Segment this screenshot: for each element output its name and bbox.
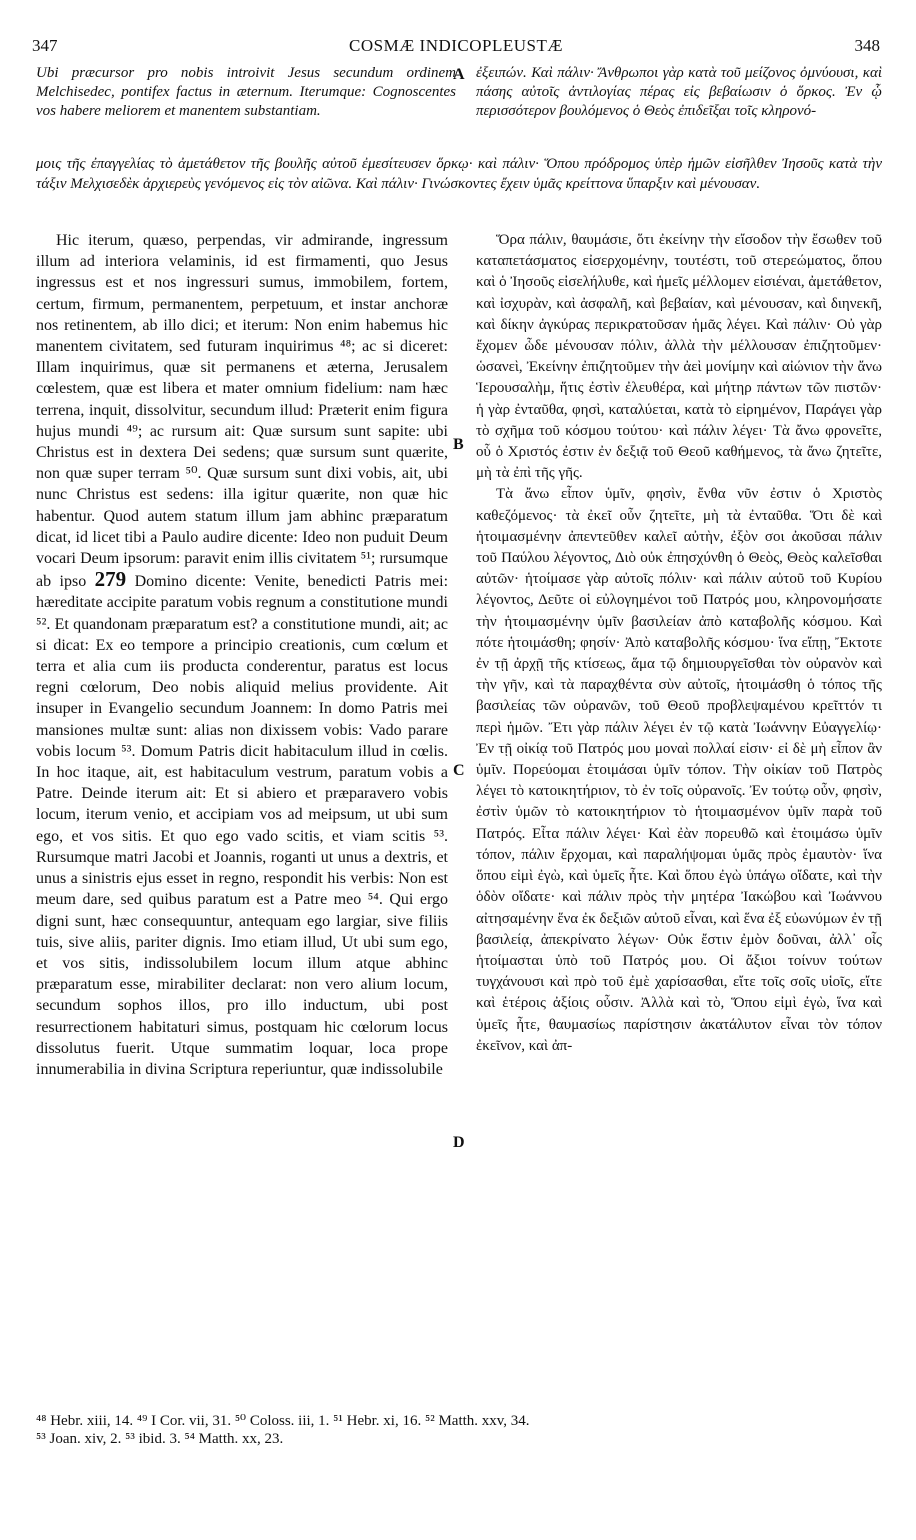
footnote-line-1: ⁴⁸ Hebr. xiii, 14. ⁴⁹ I Cor. vii, 31. ⁵⁰ Coloss. iii, 1. ⁵¹ Hebr. xi, 16. ⁵² Matth. xxv, 34. [36,1413,530,1429]
page-marker-279: 279 [94,567,127,592]
greek-scripture-quote: ἐξειπών. Καὶ πάλιν· Ἄνθρωποι γὰρ κατὰ τοῦ μείζονος ὀμνύουσι, καὶ πάσης αὐτοῖς ἀντιλογίας πέρας εἰς βεβαίωσιν ὁ ὅρκος. Ἐν ᾧ περισσότερον βουλόμενος ὁ Θεὸς ἐπιδεῖξαι τοῖς κληρονό- [476,65,882,119]
left-page-number: 347 [32,36,58,55]
margin-marker-c: C [453,762,465,779]
margin-marker-a: A [453,66,465,83]
right-page-number: 348 [854,36,880,55]
latin-text-part-1: Hic iterum, quæso, perpendas, vir admirande, ingressum illum ad interiora velaminis, id est firmamenti, quo Jesus ingressus est et nos ingressuri sumus, immobilem, fortem, certum, firmum, permanentem, perpetuum, et instar anchoræ nos retinentem, ab illo dici; et iterum: Non enim habemus hic manentem civitatem, sed futuram inquirimus ⁴⁸; ac si diceret: Illam inquirimus, quæ sit permanens et æterna, Jerusalem cœlestem, quæ est libera et mater omnium fidelium: nam hæc terrena, inquit, dissolvitur, secundum illud: Præterit enim figura hujus mundi ⁴⁹; ac rursum ait: Quæ sursum sunt sapite: ubi Christus est in dextera Dei sedens; quæ sursum sunt quærite, non quæ super terram ⁵⁰. Quæ sursum sunt dixi vobis, ait, ubi nunc Christus est sedens: illa igitur quærite, non quæ hic habentur. Quod autem statum illum jam abhinc præparatum dicat, id licet tibi a Paulo audire dicente: Ideo non puduit Deum vocari Deum ipsorum: paravit enim illis civitatem ⁵¹; rursumque ab ipso [36,232,448,591]
footnotes [36,1412,882,1448]
greek-scripture-quote-continued: μοις τῆς ἐπαγγελίας τὸ ἀμετάθετον τῆς βουλῆς αὐτοῦ ἐμεσίτευσεν ὅρκῳ· καὶ πάλιν· Ὅπου πρόδρομος ὑπὲρ ἡμῶν εἰσῆλθεν Ἰησοῦς κατὰ τὴν τάξιν Μελχισεδὲκ ἀρχιερεὺς γενόμενος εἰς τὸν αἰῶνα. Καὶ πάλιν· Γινώσκοντες ἔχειν ὑμᾶς κρείττονα ὕπαρξιν καὶ μένουσαν. [36,156,882,192]
latin-paragraph [36,230,448,1080]
greek-paragraph-2: Τὰ ἄνω εἶπον ὑμῖν, φησὶν, ἔνθα νῦν ἐστιν ὁ Χριστὸς καθεζόμενος· τὰ ἐκεῖ οὖν ζητεῖτε, μὴ τὰ ἐνταῦθα. Ὅτι δὲ καὶ ἡτοιμασμένην ἀπεντεῦθεν καλεῖ αὐτὴν, ἐξὸν σοι ἀκοῦσαι πάλιν τοῦ Παύλου λέγοντος, Διὸ οὐκ ἐπησχύνθη ὁ Θεὸς, Θεὸς καλεῖσθαι αὐτῶν· ἡτοίμασε γὰρ αὐτοῖς πόλιν· καὶ πάλιν αὐτοῦ τοῦ Κυρίου λέγοντος, Δεῦτε οἱ εὐλογημένοι τοῦ Πατρός μου, κληρονομήσατε τὴν ἡτοιμασμένην ὑμῖν βασιλείαν ἀπὸ καταβολῆς κόσμου. Καὶ πότε ἡτοιμάσθη; φησίν· Ἀπὸ καταβολῆς κόσμου· ἵνα εἴπῃ, Ἔκτοτε ἐν τῇ ἀρχῇ τῆς κτίσεως, ἅμα τῷ δημιουργεῖσθαι τὸν οὐρανὸν καὶ τὴν γῆν, καὶ τὰ παραχθέντα σὺν αὐτοῖς, ἡτοιμάσθη ὁ τόπος τῆς βασιλείας τῶν οὐρανῶν, τοῦ Θεοῦ προβλεψαμένου κρεῖττόν τι περὶ ἡμῶν. Ἔτι γὰρ πάλιν λέγει ἐν τῷ κατὰ Ἰωάννην Εὐαγγελίῳ· Ἐν τῇ οἰκίᾳ τοῦ Πατρός μου μοναὶ πολλαί εἰσιν· εἰ δὲ μὴ εἶπον ἂν ὑμῖν. Πορεύομαι ἑτοιμάσαι ὑμῖν τόπον. Τὴν οἰκίαν τοῦ Πατρὸς λέγει τὸ κατοικητήριον, τὸ ἐν τοῖς οὐρανοῖς. Ἐν τούτῳ οὖν, φησὶν, ἐστὶν ὑμῶν τὸ κατοικητήριον τὸ ἡτοιμασμένον ὑμῖν παρὰ τοῦ Πατρός. Εἶτα πάλιν λέγει· Καὶ ἐὰν πορευθῶ καὶ ἑτοιμάσω ὑμῖν τόπον, πάλιν ἔρχομαι, καὶ παραλήψομαι ὑμᾶς πρὸς ἐμαυτὸν· ἵνα ὅπου εἰμὶ ἐγὼ, καὶ ὑμεῖς ἦτε. Καὶ ὅπου ἐγὼ ὑπάγω οἴδατε, καὶ τὴν ὁδὸν οἴδατε· καὶ πάλιν πρὸς τὴν μητέρα Ἰακώβου καὶ Ἰωάννου αἰτησαμένην ἕνα ἐκ δεξιῶν αὐτοῦ εἶναι, καὶ ἕνα ἐξ εὐωνύμων ἐν τῇ βασιλείᾳ, ἀπεκρίνατο λέγων· Οὐκ ἔστιν ἐμὸν δοῦναι, ἀλλ᾽ οἷς ἡτοίμασται ὑπὸ τοῦ Πατρός μου. Οἱ ἄξιοι τοίνυν τούτων τυγχάνουσι καὶ πρὸ τοῦ ἐμὲ χαρίσασθαι, εἴτε τοῖς σοῖς υἱοῖς, εἴτε καὶ ἑτέροις ἀξίοις οὖσιν. Ἀλλὰ καὶ τὸ, Ὅπου εἰμὶ ἐγὼ, ἵνα καὶ ὑμεῖς ἦτε, θαυμασίως παρίστησιν ἀκατάλυτον εἶναι τὸν τόπον ἐκεῖνον, καὶ ἀπ- [476,486,882,1054]
latin-column [36,230,448,1080]
latin-text-part-2: Domino dicente: Venite, benedicti Patris mei: hæreditate accipite paratum vobis regnum a constitutione mundi ⁵². Et quandonam præparatum est? a constitutione mundi, ait; ac si dicat: Ex eo tempore a principio creationis, cum cœlum et terra et alia cum iis producta conderentur, paratus est locus regni cœlorum, Deo nobis aliquid melius providente. Ait insuper in Evangelio secundum Joannem: In domo Patris mei mansiones multæ sunt: alias non dixissem vobis: Vado parare vobis locum ⁵³. Domum Patris dicit habitaculum illud in cœlis. In hoc itaque, ait, est habitaculum vestrum, paratum vobis a Patre. Deinde iterum ait: Et si abiero et præparavero vobis locum, iterum venio, et accipiam vos ad meipsum, ut ubi sum ego, et vos sitis. Et quo ego vado scitis, et viam scitis ⁵³. Rursumque matri Jacobi et Joannis, roganti ut unus a dextris, et unus a sinistris ejus esset in regno, respondit his verbis: Non est meum dare, sed quibus paratum est a Patre meo ⁵⁴. Qui ergo digni sunt, hæc consequuntur, antequam ego largiar, sive filiis tuis, sive aliis, pariter dignis. Imo etiam illud, Ut ubi sum ego, et vos sitis, indissolubilem locum illum atque abhinc præparatum esse, mirabiliter declarat: non vero alium locum, secundum sophos illos, pro illo inductum, ubi post resurrectionem habitaturi simus, postquam hic cœlorum locus dissolutus fuerit. Utque summatim loquar, loca prope innumerabilia in divina Scriptura reperiuntur, quæ indissolubile [36,573,449,1078]
page-header [32,36,880,64]
greek-paragraph-1: Ὅρα πάλιν, θαυμάσιε, ὅτι ἐκείνην τὴν εἴσοδον τὴν ἔσωθεν τοῦ καταπετάσματος εἰσερχομένην, τουτέστι, τοῦ στερεώματος, ὅπου καὶ ὁ Ἰησοῦς εἰσελήλυθε, καὶ ἡμεῖς μέλλομεν εἰσιέναι, ἀμετάθετον, καὶ ἰσχυρὰν, καὶ ἀσφαλῆ, καὶ βεβαίαν, καὶ μένουσαν, καὶ διηνεκῆ, καὶ δίκην ἀγκύρας περικρατοῦσαν ἡμᾶς λέγει. Καὶ πάλιν· Οὐ γὰρ ἔχομεν ὧδε μένουσαν πόλιν, ἀλλὰ τὴν μέλλουσαν ἐπιζητοῦμεν· ὡσανεὶ, Ἐκείνην ἐπιζητοῦμεν τὴν ἀεὶ μονίμην καὶ αἰώνιον τὴν ἄνω Ἱερουσαλὴμ, ἥτις ἐστὶν ἐλευθέρα, καὶ μήτηρ πάντων τῶν πιστῶν· ἡ γὰρ ἐνταῦθα, φησὶ, καταλύεται, κατὰ τὸ εἰρημένον, Παράγει γὰρ τὸ σχῆμα τοῦ κόσμου τούτου· καὶ πάλιν λέγει· Τὰ ἄνω φρονεῖτε, οὗ ὁ Χριστός ἐστιν ἐν δεξιᾷ τοῦ Θεοῦ καθήμενος, τὰ ἄνω ζητεῖτε, μὴ τὰ ἐπὶ τῆς γῆς. [476,232,882,482]
running-title: COSMÆ INDICOPLEUSTÆ [349,36,563,55]
latin-scripture-quote: Ubi præcursor pro nobis introivit Jesus secundum ordinem Melchisedec, pontifex factus in æternum. Iterumque: Cognoscentes vos habere meliorem et manentem substantiam. [36,65,456,119]
footnote-line-2: ⁵³ Joan. xiv, 2. ⁵³ ibid. 3. ⁵⁴ Matth. xx, 23. [36,1431,284,1447]
margin-marker-b: B [453,436,464,453]
greek-column [476,230,882,1057]
margin-marker-d: D [453,1134,465,1151]
